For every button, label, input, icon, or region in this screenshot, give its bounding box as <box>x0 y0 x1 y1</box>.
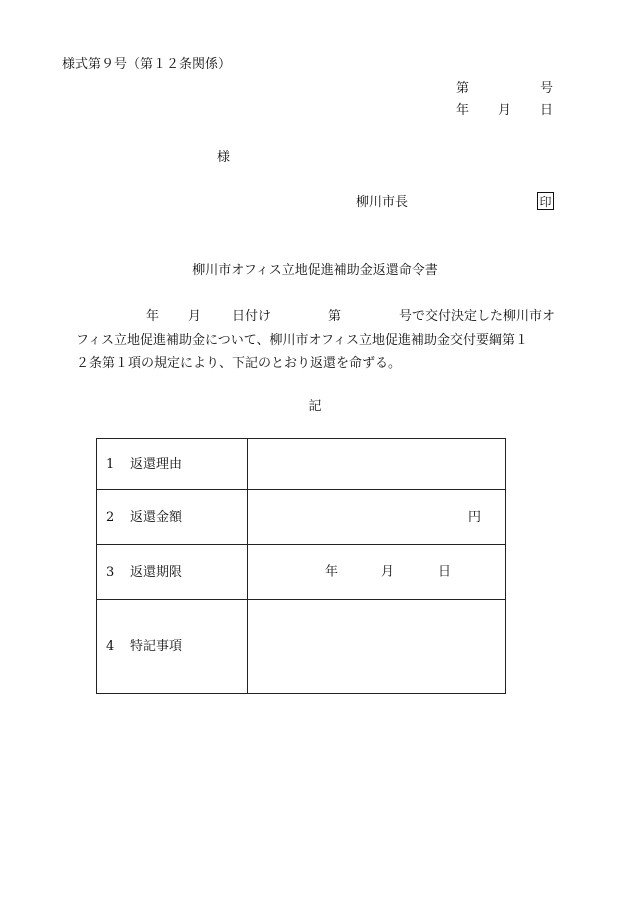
row-number: 2 <box>106 509 115 525</box>
deadline-month-label: 月 <box>381 564 395 580</box>
date-day-label: 日 <box>540 103 554 118</box>
ki-heading: 記 <box>308 399 322 414</box>
return-reason-cell[interactable] <box>248 439 506 490</box>
row-label <box>97 600 248 694</box>
return-deadline-cell[interactable] <box>248 545 506 600</box>
row-number: 4 <box>106 639 115 654</box>
document-number-suffix: 号 <box>540 81 554 96</box>
return-amount-cell[interactable]: 円 <box>248 490 506 545</box>
table-row <box>97 545 506 600</box>
document-title: 柳川市オフィス立地促進補助金返還命令書 <box>192 263 438 278</box>
table-row <box>97 490 506 545</box>
document-number-prefix: 第 <box>456 81 470 96</box>
row-label-text: 返還理由 <box>130 456 183 472</box>
seal-mark: 印 <box>537 192 554 210</box>
form-number: 様式第９号（第１２条関係） <box>62 57 232 72</box>
table-row <box>97 600 506 694</box>
special-notes-cell[interactable] <box>248 600 506 694</box>
date-month-label: 月 <box>498 103 512 118</box>
body-line2-text: フィス立地促進補助金について、柳川市オフィス立地促進補助金交付要綱第１ <box>76 333 529 348</box>
date-year-label: 年 <box>456 103 470 118</box>
deadline-day-label: 日 <box>438 564 452 580</box>
deadline-year-label: 年 <box>325 564 339 580</box>
body-line1-text: 号で交付決定した柳川市オ <box>399 309 556 324</box>
row-label <box>97 545 248 600</box>
row-label-text: 特記事項 <box>130 639 183 654</box>
return-details-table <box>96 438 506 694</box>
addressee-honorific: 様 <box>217 150 231 165</box>
body-month-label: 月 <box>188 309 202 324</box>
row-number: 3 <box>106 564 115 580</box>
row-label-text: 返還金額 <box>130 509 183 525</box>
row-label <box>97 439 248 490</box>
body-number-prefix: 第 <box>328 309 342 324</box>
row-label <box>97 490 248 545</box>
row-number: 1 <box>106 456 115 472</box>
body-line3-text: ２条第１項の規定により、下記のとおり返還を命ずる。 <box>76 356 402 371</box>
row-label-text: 返還期限 <box>130 564 183 580</box>
table-row <box>97 439 506 490</box>
issuer-name: 柳川市長 <box>356 195 409 210</box>
body-year-label: 年 <box>146 309 160 324</box>
body-day-label: 日付け <box>232 309 272 324</box>
